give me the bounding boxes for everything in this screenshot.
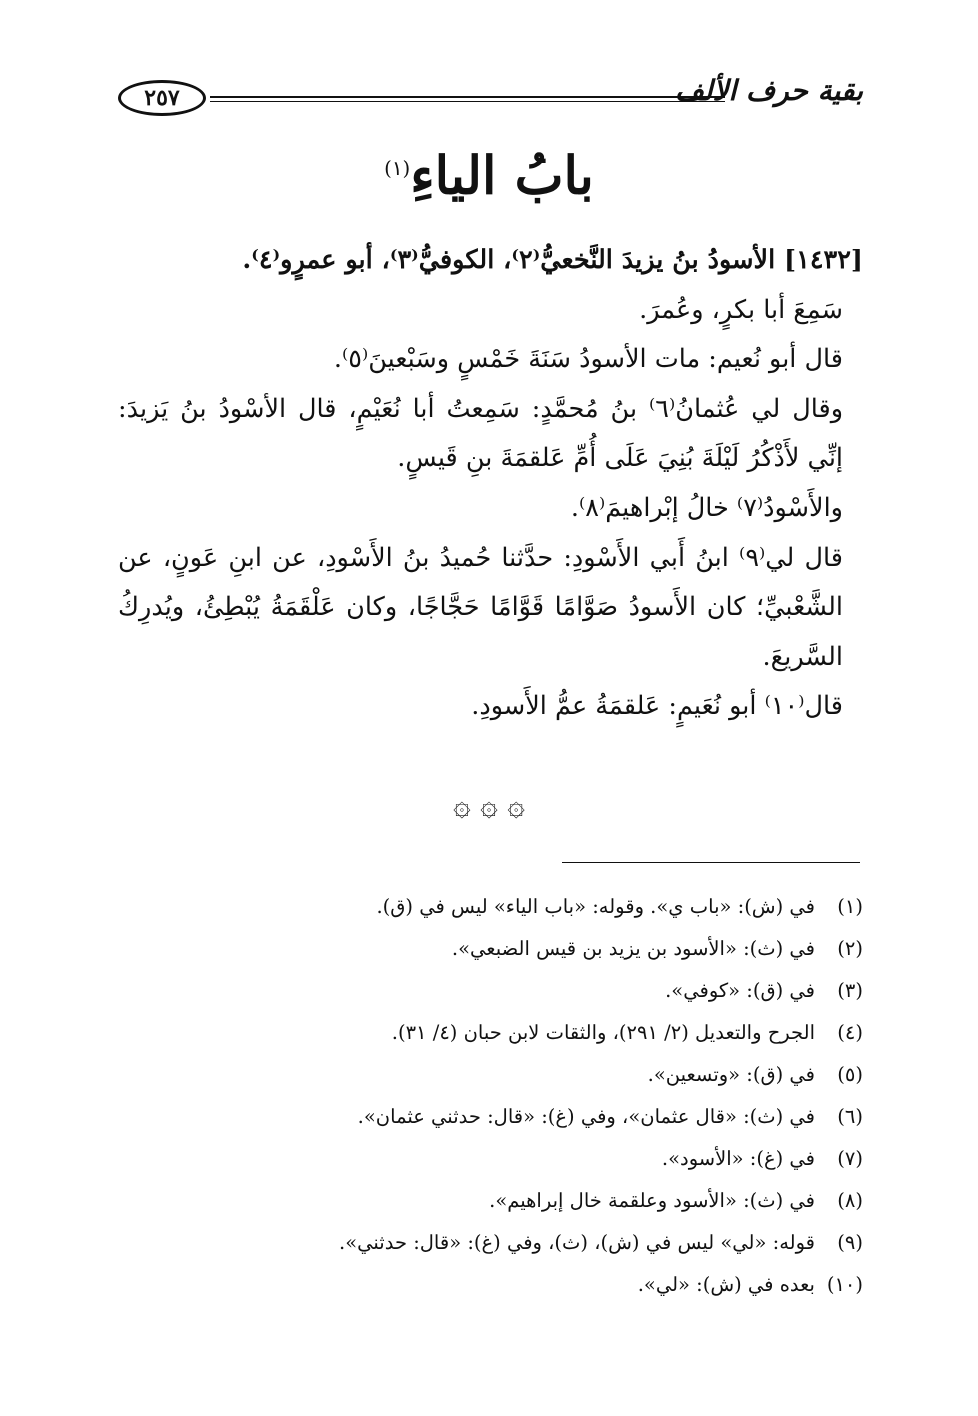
body-paragraph: سَمِعَ أبا بكرٍ، وعُمرَ. — [639, 294, 843, 325]
footnote-number: (٤) — [837, 1021, 863, 1044]
body-paragraph: قال أبو نُعيم: مات الأسودُ سَنَةَ خَمْسٍ وسَبْعينَ⁽٥⁾. — [333, 344, 843, 375]
footnote-number: (٦) — [837, 1105, 863, 1128]
header-rule-thin — [210, 101, 725, 102]
footnotes — [300, 886, 863, 1306]
footnote-text: قوله: «لي» ليس في (ش)، (ث)، وفي (غ): «قال: حدثني». — [339, 1231, 815, 1254]
chapter-title-text: بابُ الياءِ — [410, 145, 594, 207]
section-ornament: ۞ ۞ ۞ — [453, 788, 525, 823]
body-paragraph: وقال لي عُثمانُ⁽٦⁾ بنُ مُحمَّدٍ: سَمِعتُ أبا نُعَيْمٍ، قال الأسْودُ بنُ يَزيدَ: إنِّي لأَذْكُرُ لَيْلَةَ بُنِيَ عَلَى أُمِّ عَلقمَةَ بنِ قَيسٍ. — [118, 393, 844, 474]
footnote-text: في (ث): «الأسود وعلقمة خال إبراهيم». — [489, 1189, 815, 1212]
footnote-number: (٢) — [837, 937, 863, 960]
chapter-footnote-ref: (١) — [384, 157, 411, 180]
body-paragraph: قال لي⁽٩⁾ ابنُ أَبي الأَسْودِ: حدَّثنا حُميدُ بنُ الأَسْودِ، عن ابنِ عَونٍ، عن الشَّعْبيِّ؛ كان الأَسودُ صَوَّامًا قَوَّامًا حَجَّاجًا، وكان عَلْقَمَةُ يُبْطِئُ، ويُدرِكُ السَّريعَ. — [118, 542, 843, 672]
footnote — [300, 1054, 863, 1096]
footnote-number: (٧) — [837, 1147, 863, 1170]
main-text — [118, 236, 863, 732]
header-rule — [210, 96, 725, 98]
footnote — [300, 1264, 863, 1306]
footnote-text: في (ق): «وتسعين». — [647, 1063, 815, 1086]
running-header — [118, 74, 863, 126]
chapter-title — [0, 134, 978, 211]
footnote — [300, 1096, 863, 1138]
entry-heading: [١٤٣٢] الأسودُ بنُ يزيدَ النَّخعيُّ⁽٢⁾، الكوفيُّ⁽٣⁾، أبو عمرٍو⁽٤⁾. — [242, 245, 863, 275]
footnote — [300, 886, 863, 928]
footnote-number: (٣) — [837, 979, 863, 1002]
footnote — [300, 1012, 863, 1054]
footnote-text: في (ق): «كوفي». — [665, 979, 815, 1002]
footnote — [300, 1180, 863, 1222]
running-title: بقية حرف الألف — [675, 74, 863, 107]
body-paragraph: قال⁽١٠⁾ أبو نُعَيمٍ: عَلقمَةُ عمُّ الأَسودِ. — [471, 691, 843, 722]
footnote-number: (١) — [837, 895, 863, 918]
footnote-number: (٨) — [837, 1189, 863, 1212]
footnote-text: في (ث): «الأسود بن يزيد بن قيس الضبعي». — [451, 937, 815, 960]
footnote-text: في (ش): «باب ي». وقوله: «باب الياء» ليس في (ق). — [376, 895, 815, 918]
footnote-text: بعده في (ش): «لي». — [637, 1273, 815, 1296]
footnote-text: الجرح والتعديل (٢/ ٢٩١)، والثقات لابن حبان (٤/ ٣١). — [391, 1021, 815, 1044]
footnote-number: (١٠) — [826, 1273, 863, 1296]
footnote-number: (٥) — [837, 1063, 863, 1086]
footnote-text: في (غ): «الأسود». — [661, 1147, 815, 1170]
footnote-number: (٩) — [837, 1231, 863, 1254]
body-paragraph: والأَسْودُ⁽٧⁾ خالُ إبْراهيمَ⁽٨⁾. — [570, 492, 843, 523]
footnote-separator — [562, 862, 860, 863]
footnote — [300, 1222, 863, 1264]
footnote-text: في (ث): «قال عثمان»، وفي (غ): «قال: حدثني عثمان». — [357, 1105, 815, 1128]
page-number: ٢٥٧ — [118, 80, 206, 116]
footnote — [300, 928, 863, 970]
footnote — [300, 1138, 863, 1180]
footnote — [300, 970, 863, 1012]
